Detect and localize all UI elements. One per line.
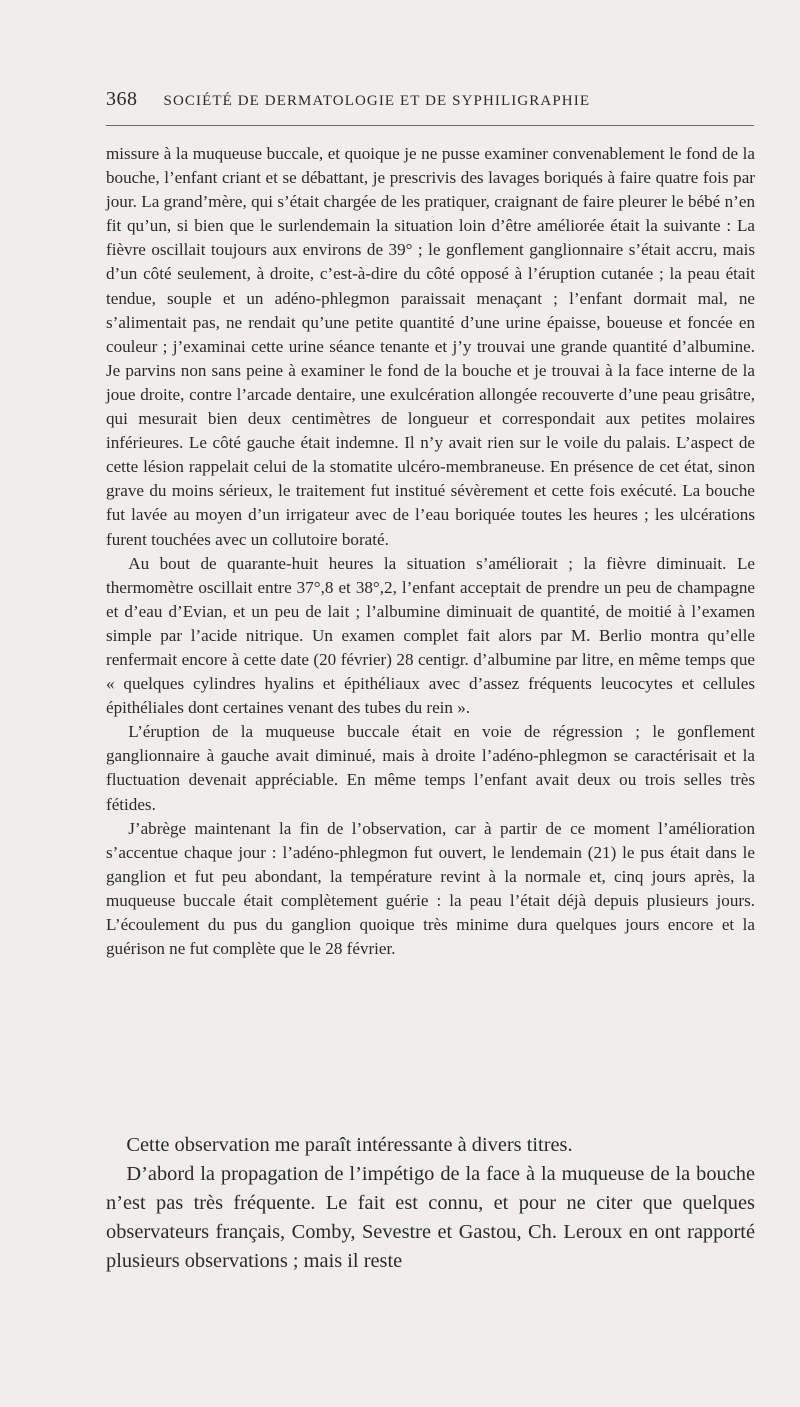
paragraph-conclusion: J’abrège maintenant la fin de l’observation, car à partir de ce moment l’amélioration s’accentue chaque jour : l’adéno-phlegmon fut ouvert, le lendemain (21) le pus était dans le ganglion et fut peu abondant, la température revint à la normale et, cinq jours après, la muqueuse buccale était complètement guérie : la peau l’était déjà depuis plusieurs jours. L’écoulement du pus du ganglion quoique très minime dura quelques jours encore et la guérison ne fut complète que le 28 février. xyxy=(106,818,755,959)
header-rule xyxy=(106,125,754,126)
paragraph-propagation: D’abord la propagation de l’impétigo de la face à la muqueuse de la bouche n’est pas très fréquente. Le fait est connu, et pour ne citer que quelques observateurs français, Comby, Sevestre et Gastou, Ch. Leroux en ont rapporté plusieurs observations ; mais il reste xyxy=(106,1163,755,1272)
paragraph-improvement: Au bout de quarante-huit heures la situation s’améliorait ; la fièvre diminuait. Le thermomètre oscillait entre 37°,8 et 38°,2, l’enfant acceptait de prendre un peu de champagne et d’eau d’Evian, et un peu de lait ; l’albumine diminuait de quantité, de moitié à l’examen simple par l’acide nitrique. Un examen complet fait alors par M. Berlio montra qu’elle renfermait encore à cette date (20 février) 28 centigr. d’albumine par litre, en même temps que « quelques cylindres hyalins et épithéliaux avec d’assez fréquents leucocytes et cellules épithéliales dont certaines venant des tubes du rein ». xyxy=(106,553,755,718)
paragraph-continuation: missure à la muqueuse buccale, et quoique je ne pusse examiner convenablement le fond de la bouche, l’enfant criant et se débattant, je prescrivis des lavages boriqués à faire quatre fois par jour. La grand’mère, qui s’était chargée de les pratiquer, craignant de faire pleurer le bébé n’en fit qu’un, si bien que le surlendemain la situation loin d’être améliorée était la suivante : La fièvre oscillait toujours aux environs de 39° ; le gonflement ganglionnaire s’était accru, mais d’un côté seulement, à droite, c’est-à-dire du côté opposé à l’éruption cutanée ; la peau était tendue, souple et un adéno-phlegmon paraissait menaçant ; l’enfant dormait mal, ne s’alimentait pas, ne rendait qu’une petite quantité d’une urine épaisse, boueuse et foncée en couleur ; j’examinai cette urine séance tenante et j’y trouvai une grande quantité d’albumine. Je parvins non sans peine à examiner le fond de la bouche et je trouvai à la face interne de la joue droite, contre l’arcade dentaire, une exulcération allongée recouverte d’une peau grisâtre, qui mesurait bien deux centimètres de longueur et correspondait aux petites molaires inférieures. Le côté gauche était indemne. Il n’y avait rien sur le voile du palais. L’aspect de cette lésion rappelait celui de la stomatite ulcéro-membraneuse. En présence de cet état, sinon grave du moins sérieux, le traitement fut institué sévèrement et cette fois exécuté. La bouche fut lavée au moyen d’un irrigateur avec de l’eau boriquée toutes les heures ; les ulcérations furent touchées avec un collutoire boraté. xyxy=(106,144,755,549)
paragraph-interest: Cette observation me paraît intéressante à divers titres. xyxy=(126,1134,573,1156)
commentary-text xyxy=(106,1131,755,1276)
running-title: SOCIÉTÉ DE DERMATOLOGIE ET DE SYPHILIGRAPHIE xyxy=(163,93,591,109)
page-header xyxy=(106,88,756,111)
page-number: 368 xyxy=(106,88,138,110)
paragraph-regression: L’éruption de la muqueuse buccale était en voie de régression ; le gonflement ganglionnaire à gauche avait diminué, mais à droite l’adéno-phlegmon se caractérisait et la fluctuation devenait appréciable. En même temps l’enfant avait deux ou trois selles très fétides. xyxy=(106,722,755,814)
observation-text xyxy=(106,142,755,961)
